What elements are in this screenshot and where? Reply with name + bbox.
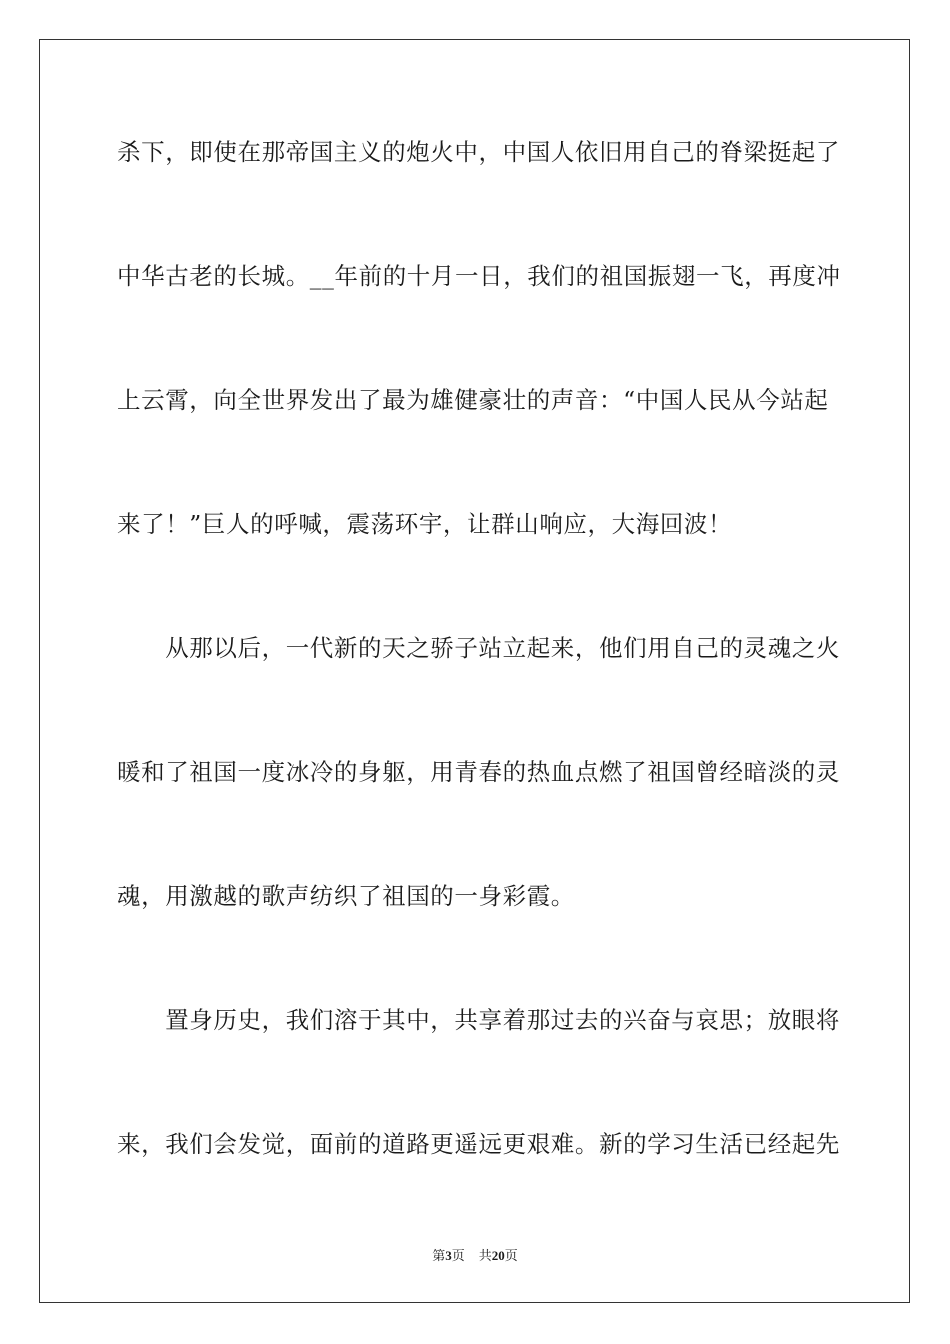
text-line: 杀下，即使在那帝国主义的炮火中，中国人依旧用自己的脊梁挺起了 — [117, 138, 840, 166]
total-pages: 20 — [491, 1248, 505, 1263]
text-line: 置身历史，我们溶于其中，共享着那过去的兴奋与哀思；放眼将 — [117, 1006, 840, 1034]
page-suffix: 页 — [451, 1249, 465, 1264]
total-suffix: 页 — [504, 1249, 518, 1264]
page-footer — [0, 1247, 950, 1266]
page-number: 3 — [445, 1248, 452, 1263]
total-prefix: 共 — [478, 1249, 492, 1264]
text-line: 中华古老的长城。__年前的十月一日，我们的祖国振翅一飞，再度冲 — [117, 262, 841, 290]
text-line: 暖和了祖国一度冰冷的身躯，用青春的热血点燃了祖国曾经暗淡的灵 — [117, 758, 840, 786]
text-line: 来，我们会发觉，面前的道路更遥远更艰难。新的学习生活已经起先 — [117, 1130, 840, 1158]
text-line: 上云霄，向全世界发出了最为雄健豪壮的声音：“中国人民从今站起 — [117, 386, 829, 414]
page-frame — [39, 39, 910, 1303]
text-line: 魂，用激越的歌声纺织了祖国的一身彩霞。 — [117, 882, 575, 910]
page-prefix: 第 — [432, 1249, 446, 1264]
text-line: 从那以后，一代新的天之骄子站立起来，他们用自己的灵魂之火 — [117, 634, 840, 662]
text-line: 来了！”巨人的呼喊，震荡环宇，让群山响应，大海回波！ — [117, 510, 733, 538]
